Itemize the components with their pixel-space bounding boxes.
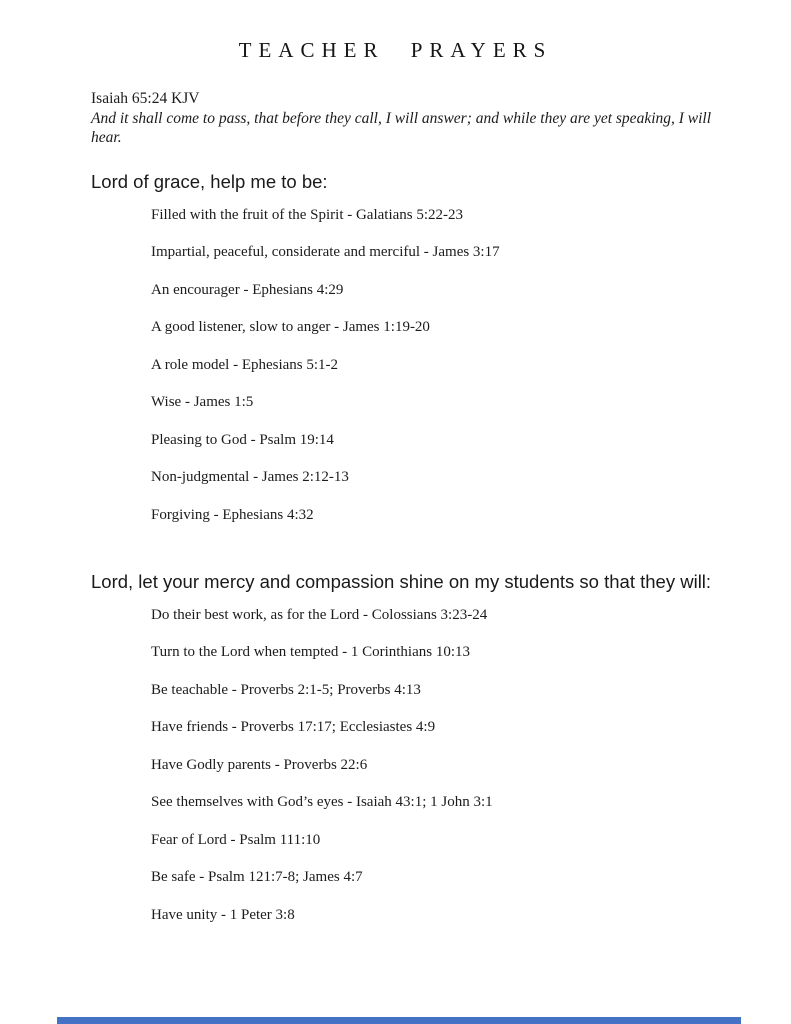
prayer-list-students — [151, 606, 791, 925]
prayer-item: Filled with the fruit of the Spirit - Galatians 5:22-23 — [151, 206, 464, 223]
prayer-item: A good listener, slow to anger - James 1:19-20 — [151, 319, 430, 335]
prayer-item: Wise - James 1:5 — [151, 394, 254, 410]
prayer-item: Be teachable - Proverbs 2:1-5; Proverbs 4:13 — [151, 681, 421, 698]
prayer-item: Have friends - Proverbs 17:17; Ecclesiastes 4:9 — [151, 719, 436, 735]
prayer-item: Pleasing to God - Psalm 19:14 — [151, 431, 334, 448]
prayer-item: Have unity - 1 Peter 3:8 — [151, 906, 295, 923]
prayer-item: Turn to the Lord when tempted - 1 Corinthians 10:13 — [151, 644, 470, 660]
prayer-item: Fear of Lord - Psalm 111:10 — [151, 831, 321, 848]
page-title: TEACHER PRAYERS — [238, 38, 553, 62]
scripture-reference: Isaiah 65:24 KJV — [91, 90, 200, 107]
prayer-item: Have Godly parents - Proverbs 22:6 — [151, 756, 368, 773]
prayer-item: Be safe - Psalm 121:7-8; James 4:7 — [151, 869, 363, 885]
prayer-item: Do their best work, as for the Lord - Colossians 3:23-24 — [151, 606, 488, 623]
footer-accent-bar — [57, 1017, 741, 1024]
section-heading-students: Lord, let your mercy and compassion shine on my students so that they will: — [91, 570, 712, 592]
prayer-item: Non-judgmental - James 2:12-13 — [151, 469, 349, 485]
prayer-item: An encourager - Ephesians 4:29 — [151, 281, 344, 298]
prayer-list-teacher — [151, 206, 791, 525]
prayer-item: A role model - Ephesians 5:1-2 — [151, 356, 339, 373]
scripture-block — [91, 89, 713, 148]
prayer-item: See themselves with God’s eyes - Isaiah 43:1; 1 John 3:1 — [151, 794, 493, 810]
section-heading-teacher: Lord of grace, help me to be: — [91, 170, 328, 192]
prayer-item: Impartial, peaceful, considerate and merciful - James 3:17 — [151, 244, 500, 260]
prayer-item: Forgiving - Ephesians 4:32 — [151, 506, 314, 523]
scripture-quote: And it shall come to pass, that before they call, I will answer; and while they are yet speaking, I will hear. — [91, 109, 712, 146]
